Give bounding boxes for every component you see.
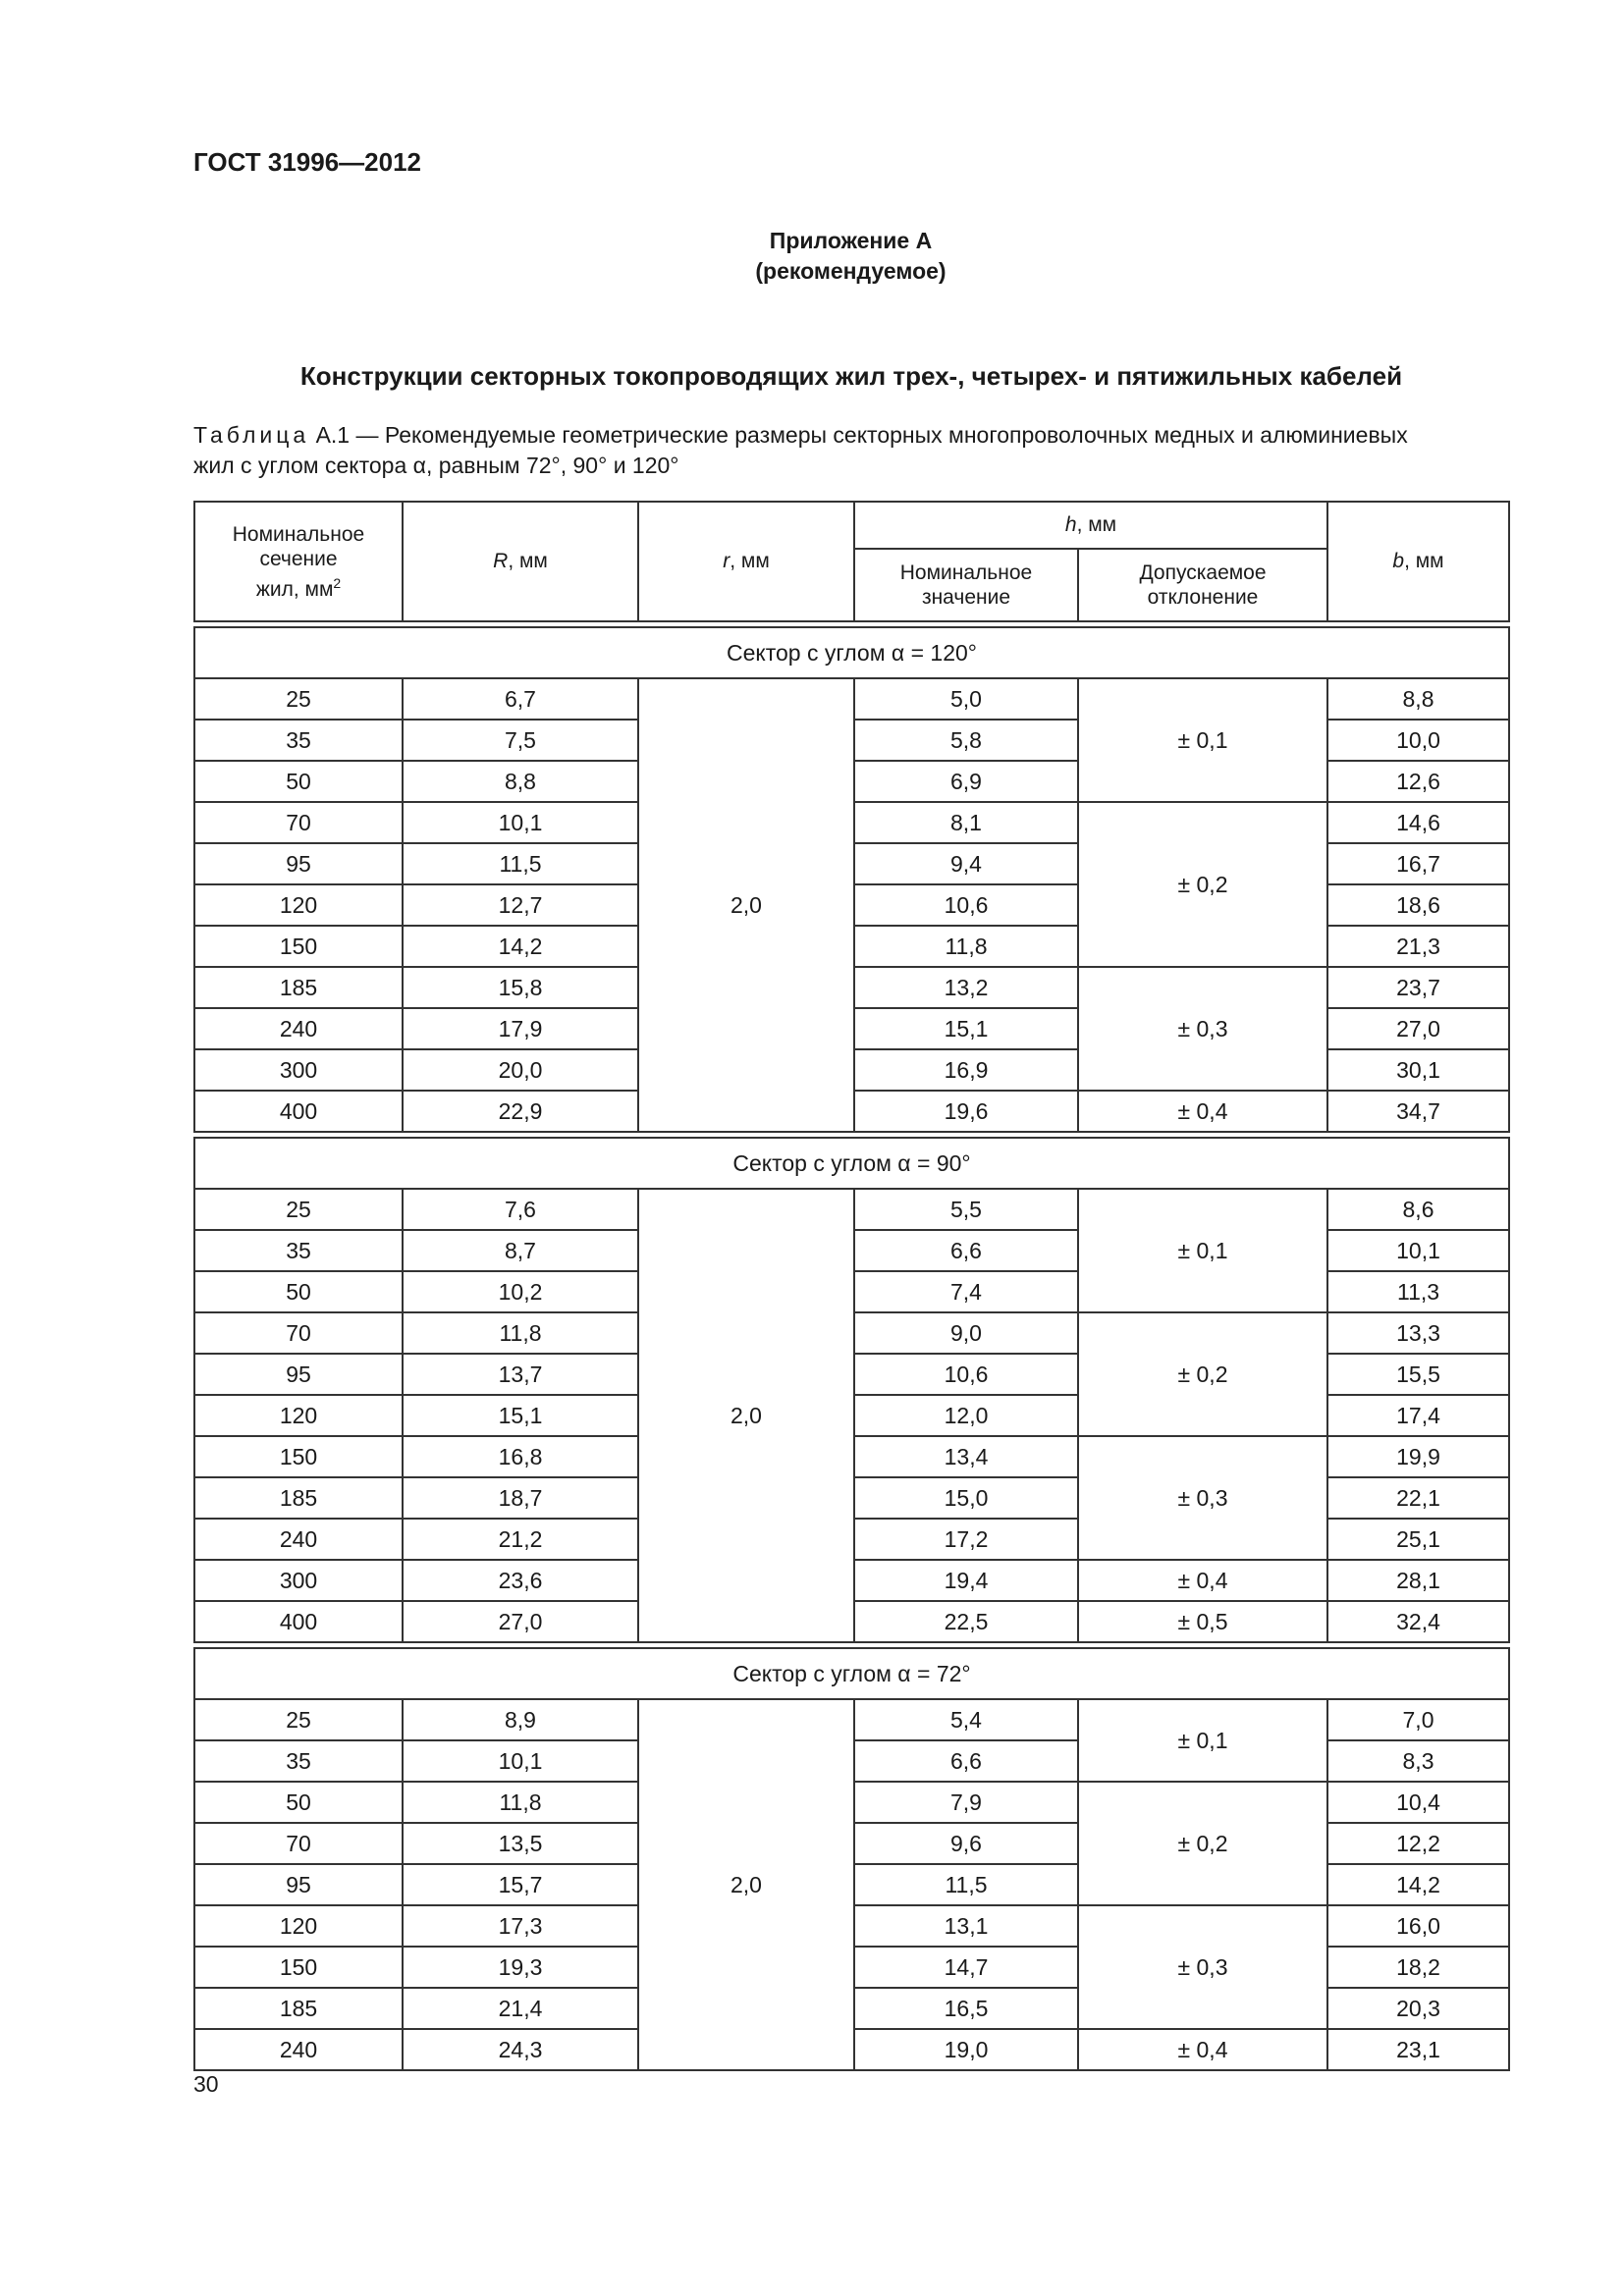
section-row [194, 627, 1509, 678]
cell-h-nominal: 5,5 [854, 1189, 1078, 1230]
cell-R: 23,6 [403, 1560, 638, 1601]
cell-h-tolerance: ± 0,3 [1078, 1905, 1327, 2029]
section-heading: Конструкции секторных токопроводящих жил трех-, четырех- и пятижильных кабелей [299, 361, 1403, 391]
cell-h-nominal: 16,9 [854, 1049, 1078, 1091]
section-title: Сектор с углом α = 120° [194, 627, 1509, 678]
table-row [194, 1699, 1509, 1740]
cell-section: 70 [194, 802, 403, 843]
section-title: Сектор с углом α = 90° [194, 1138, 1509, 1189]
cell-R: 8,7 [403, 1230, 638, 1271]
cell-h-tolerance: ± 0,3 [1078, 967, 1327, 1091]
cell-b: 34,7 [1327, 1091, 1509, 1132]
cell-section: 240 [194, 2029, 403, 2070]
cell-h-tolerance: ± 0,1 [1078, 1189, 1327, 1312]
cell-R: 27,0 [403, 1601, 638, 1642]
cell-h-tolerance: ± 0,1 [1078, 1699, 1327, 1782]
cell-h-tolerance: ± 0,5 [1078, 1601, 1327, 1642]
cell-section: 150 [194, 1947, 403, 1988]
cell-b: 23,1 [1327, 2029, 1509, 2070]
header-h-nominal: Номинальное значение [854, 549, 1078, 621]
cell-section: 95 [194, 1864, 403, 1905]
dimensions-table [193, 501, 1510, 2071]
cell-R: 12,7 [403, 884, 638, 926]
cell-h-nominal: 19,6 [854, 1091, 1078, 1132]
cell-section: 25 [194, 1699, 403, 1740]
cell-h-nominal: 15,1 [854, 1008, 1078, 1049]
cell-section: 240 [194, 1008, 403, 1049]
cell-h-nominal: 17,2 [854, 1519, 1078, 1560]
cell-R: 22,9 [403, 1091, 638, 1132]
cell-h-nominal: 8,1 [854, 802, 1078, 843]
cell-b: 10,1 [1327, 1230, 1509, 1271]
cell-R: 6,7 [403, 678, 638, 720]
cell-h-nominal: 9,4 [854, 843, 1078, 884]
cell-section: 120 [194, 884, 403, 926]
cell-R: 17,3 [403, 1905, 638, 1947]
cell-b: 23,7 [1327, 967, 1509, 1008]
cell-h-tolerance: ± 0,4 [1078, 1560, 1327, 1601]
cell-h-nominal: 6,6 [854, 1230, 1078, 1271]
section-row [194, 1648, 1509, 1699]
cell-b: 10,0 [1327, 720, 1509, 761]
cell-R: 7,6 [403, 1189, 638, 1230]
cell-section: 35 [194, 1740, 403, 1782]
cell-R: 13,7 [403, 1354, 638, 1395]
cell-R: 8,8 [403, 761, 638, 802]
cell-R: 15,1 [403, 1395, 638, 1436]
cell-section: 95 [194, 1354, 403, 1395]
table-caption-text-line1: А.1 — Рекомендуемые геометрические размеры секторных многопроволочных медных и алюминиевых [309, 422, 1408, 448]
cell-R: 14,2 [403, 926, 638, 967]
cell-b: 13,3 [1327, 1312, 1509, 1354]
cell-R: 11,8 [403, 1312, 638, 1354]
cell-section: 150 [194, 1436, 403, 1477]
cell-R: 19,3 [403, 1947, 638, 1988]
cell-R: 10,2 [403, 1271, 638, 1312]
cell-h-nominal: 12,0 [854, 1395, 1078, 1436]
header-R: R, мм [403, 502, 638, 621]
cell-h-nominal: 16,5 [854, 1988, 1078, 2029]
cell-h-nominal: 5,0 [854, 678, 1078, 720]
table-header-row [194, 502, 1509, 549]
cell-R: 11,8 [403, 1782, 638, 1823]
cell-section: 25 [194, 678, 403, 720]
cell-h-nominal: 14,7 [854, 1947, 1078, 1988]
cell-R: 21,2 [403, 1519, 638, 1560]
cell-section: 300 [194, 1560, 403, 1601]
cell-b: 21,3 [1327, 926, 1509, 967]
cell-b: 8,3 [1327, 1740, 1509, 1782]
cell-R: 16,8 [403, 1436, 638, 1477]
cell-b: 30,1 [1327, 1049, 1509, 1091]
cell-section: 150 [194, 926, 403, 967]
cell-b: 27,0 [1327, 1008, 1509, 1049]
cell-h-nominal: 10,6 [854, 884, 1078, 926]
cell-section: 185 [194, 967, 403, 1008]
cell-h-tolerance: ± 0,4 [1078, 2029, 1327, 2070]
cell-section: 50 [194, 761, 403, 802]
cell-R: 11,5 [403, 843, 638, 884]
cell-b: 16,7 [1327, 843, 1509, 884]
cell-h-tolerance: ± 0,2 [1078, 1782, 1327, 1905]
cell-h-nominal: 5,8 [854, 720, 1078, 761]
table-caption-label: Таблица [193, 422, 310, 448]
cell-h-nominal: 19,0 [854, 2029, 1078, 2070]
cell-h-nominal: 5,4 [854, 1699, 1078, 1740]
cell-h-nominal: 10,6 [854, 1354, 1078, 1395]
cell-b: 28,1 [1327, 1560, 1509, 1601]
header-section: Номинальное сечение жил, $мм^2$ [194, 502, 403, 621]
table-caption [193, 420, 1514, 481]
cell-h-nominal: 13,4 [854, 1436, 1078, 1477]
section-title: Сектор с углом α = 72° [194, 1648, 1509, 1699]
header-h: h, мм [854, 502, 1327, 549]
cell-section: 400 [194, 1601, 403, 1642]
cell-R: 20,0 [403, 1049, 638, 1091]
cell-section: 70 [194, 1312, 403, 1354]
cell-h-tolerance: ± 0,1 [1078, 678, 1327, 802]
cell-h-tolerance: ± 0,2 [1078, 802, 1327, 967]
cell-h-tolerance: ± 0,2 [1078, 1312, 1327, 1436]
cell-b: 8,6 [1327, 1189, 1509, 1230]
cell-R: 7,5 [403, 720, 638, 761]
table-caption-text-line2: жил с углом сектора α, равным 72°, 90° и 120° [193, 453, 679, 478]
cell-h-nominal: 11,5 [854, 1864, 1078, 1905]
page-number: 30 [193, 2071, 219, 2097]
cell-h-nominal: 7,4 [854, 1271, 1078, 1312]
cell-b: 22,1 [1327, 1477, 1509, 1519]
cell-R: 13,5 [403, 1823, 638, 1864]
cell-h-nominal: 13,1 [854, 1905, 1078, 1947]
cell-b: 10,4 [1327, 1782, 1509, 1823]
table-row [194, 678, 1509, 720]
cell-b: 11,3 [1327, 1271, 1509, 1312]
cell-R: 21,4 [403, 1988, 638, 2029]
cell-section: 95 [194, 843, 403, 884]
cell-section: 300 [194, 1049, 403, 1091]
cell-section: 400 [194, 1091, 403, 1132]
cell-section: 35 [194, 720, 403, 761]
cell-h-nominal: 6,9 [854, 761, 1078, 802]
cell-section: 120 [194, 1395, 403, 1436]
cell-h-nominal: 13,2 [854, 967, 1078, 1008]
section-row [194, 1138, 1509, 1189]
cell-R: 18,7 [403, 1477, 638, 1519]
cell-h-nominal: 19,4 [854, 1560, 1078, 1601]
cell-R: 15,7 [403, 1864, 638, 1905]
cell-section: 25 [194, 1189, 403, 1230]
cell-R: 15,8 [403, 967, 638, 1008]
cell-section: 70 [194, 1823, 403, 1864]
cell-b: 20,3 [1327, 1988, 1509, 2029]
cell-b: 12,6 [1327, 761, 1509, 802]
cell-R: 10,1 [403, 802, 638, 843]
cell-b: 19,9 [1327, 1436, 1509, 1477]
header-h-tolerance: Допускаемое отклонение [1078, 549, 1327, 621]
appendix-title: Приложение А [769, 228, 933, 253]
cell-h-tolerance: ± 0,4 [1078, 1091, 1327, 1132]
cell-b: 12,2 [1327, 1823, 1509, 1864]
cell-b: 7,0 [1327, 1699, 1509, 1740]
cell-b: 8,8 [1327, 678, 1509, 720]
cell-h-nominal: 9,0 [854, 1312, 1078, 1354]
cell-b: 25,1 [1327, 1519, 1509, 1560]
cell-R: 10,1 [403, 1740, 638, 1782]
header-b: b, мм [1327, 502, 1509, 621]
cell-h-tolerance: ± 0,3 [1078, 1436, 1327, 1560]
cell-h-nominal: 9,6 [854, 1823, 1078, 1864]
cell-section: 185 [194, 1477, 403, 1519]
cell-h-nominal: 6,6 [854, 1740, 1078, 1782]
cell-R: 24,3 [403, 2029, 638, 2070]
cell-b: 18,6 [1327, 884, 1509, 926]
table-row [194, 1189, 1509, 1230]
cell-section: 50 [194, 1782, 403, 1823]
cell-section: 120 [194, 1905, 403, 1947]
cell-section: 240 [194, 1519, 403, 1560]
cell-h-nominal: 11,8 [854, 926, 1078, 967]
table-body [194, 621, 1509, 2070]
cell-h-nominal: 22,5 [854, 1601, 1078, 1642]
cell-R: 8,9 [403, 1699, 638, 1740]
document-code: ГОСТ 31996—2012 [193, 147, 421, 177]
cell-R: 17,9 [403, 1008, 638, 1049]
cell-b: 17,4 [1327, 1395, 1509, 1436]
cell-b: 32,4 [1327, 1601, 1509, 1642]
cell-b: 14,6 [1327, 802, 1509, 843]
cell-section: 35 [194, 1230, 403, 1271]
cell-section: 185 [194, 1988, 403, 2029]
cell-b: 16,0 [1327, 1905, 1509, 1947]
cell-section: 50 [194, 1271, 403, 1312]
cell-h-nominal: 7,9 [854, 1782, 1078, 1823]
header-r: r, мм [638, 502, 854, 621]
cell-r: 2,0 [638, 678, 854, 1132]
cell-b: 14,2 [1327, 1864, 1509, 1905]
cell-b: 18,2 [1327, 1947, 1509, 1988]
appendix-subtitle: (рекомендуемое) [755, 258, 947, 284]
appendix-heading [0, 226, 1623, 287]
cell-b: 15,5 [1327, 1354, 1509, 1395]
cell-r: 2,0 [638, 1699, 854, 2070]
cell-r: 2,0 [638, 1189, 854, 1642]
cell-h-nominal: 15,0 [854, 1477, 1078, 1519]
